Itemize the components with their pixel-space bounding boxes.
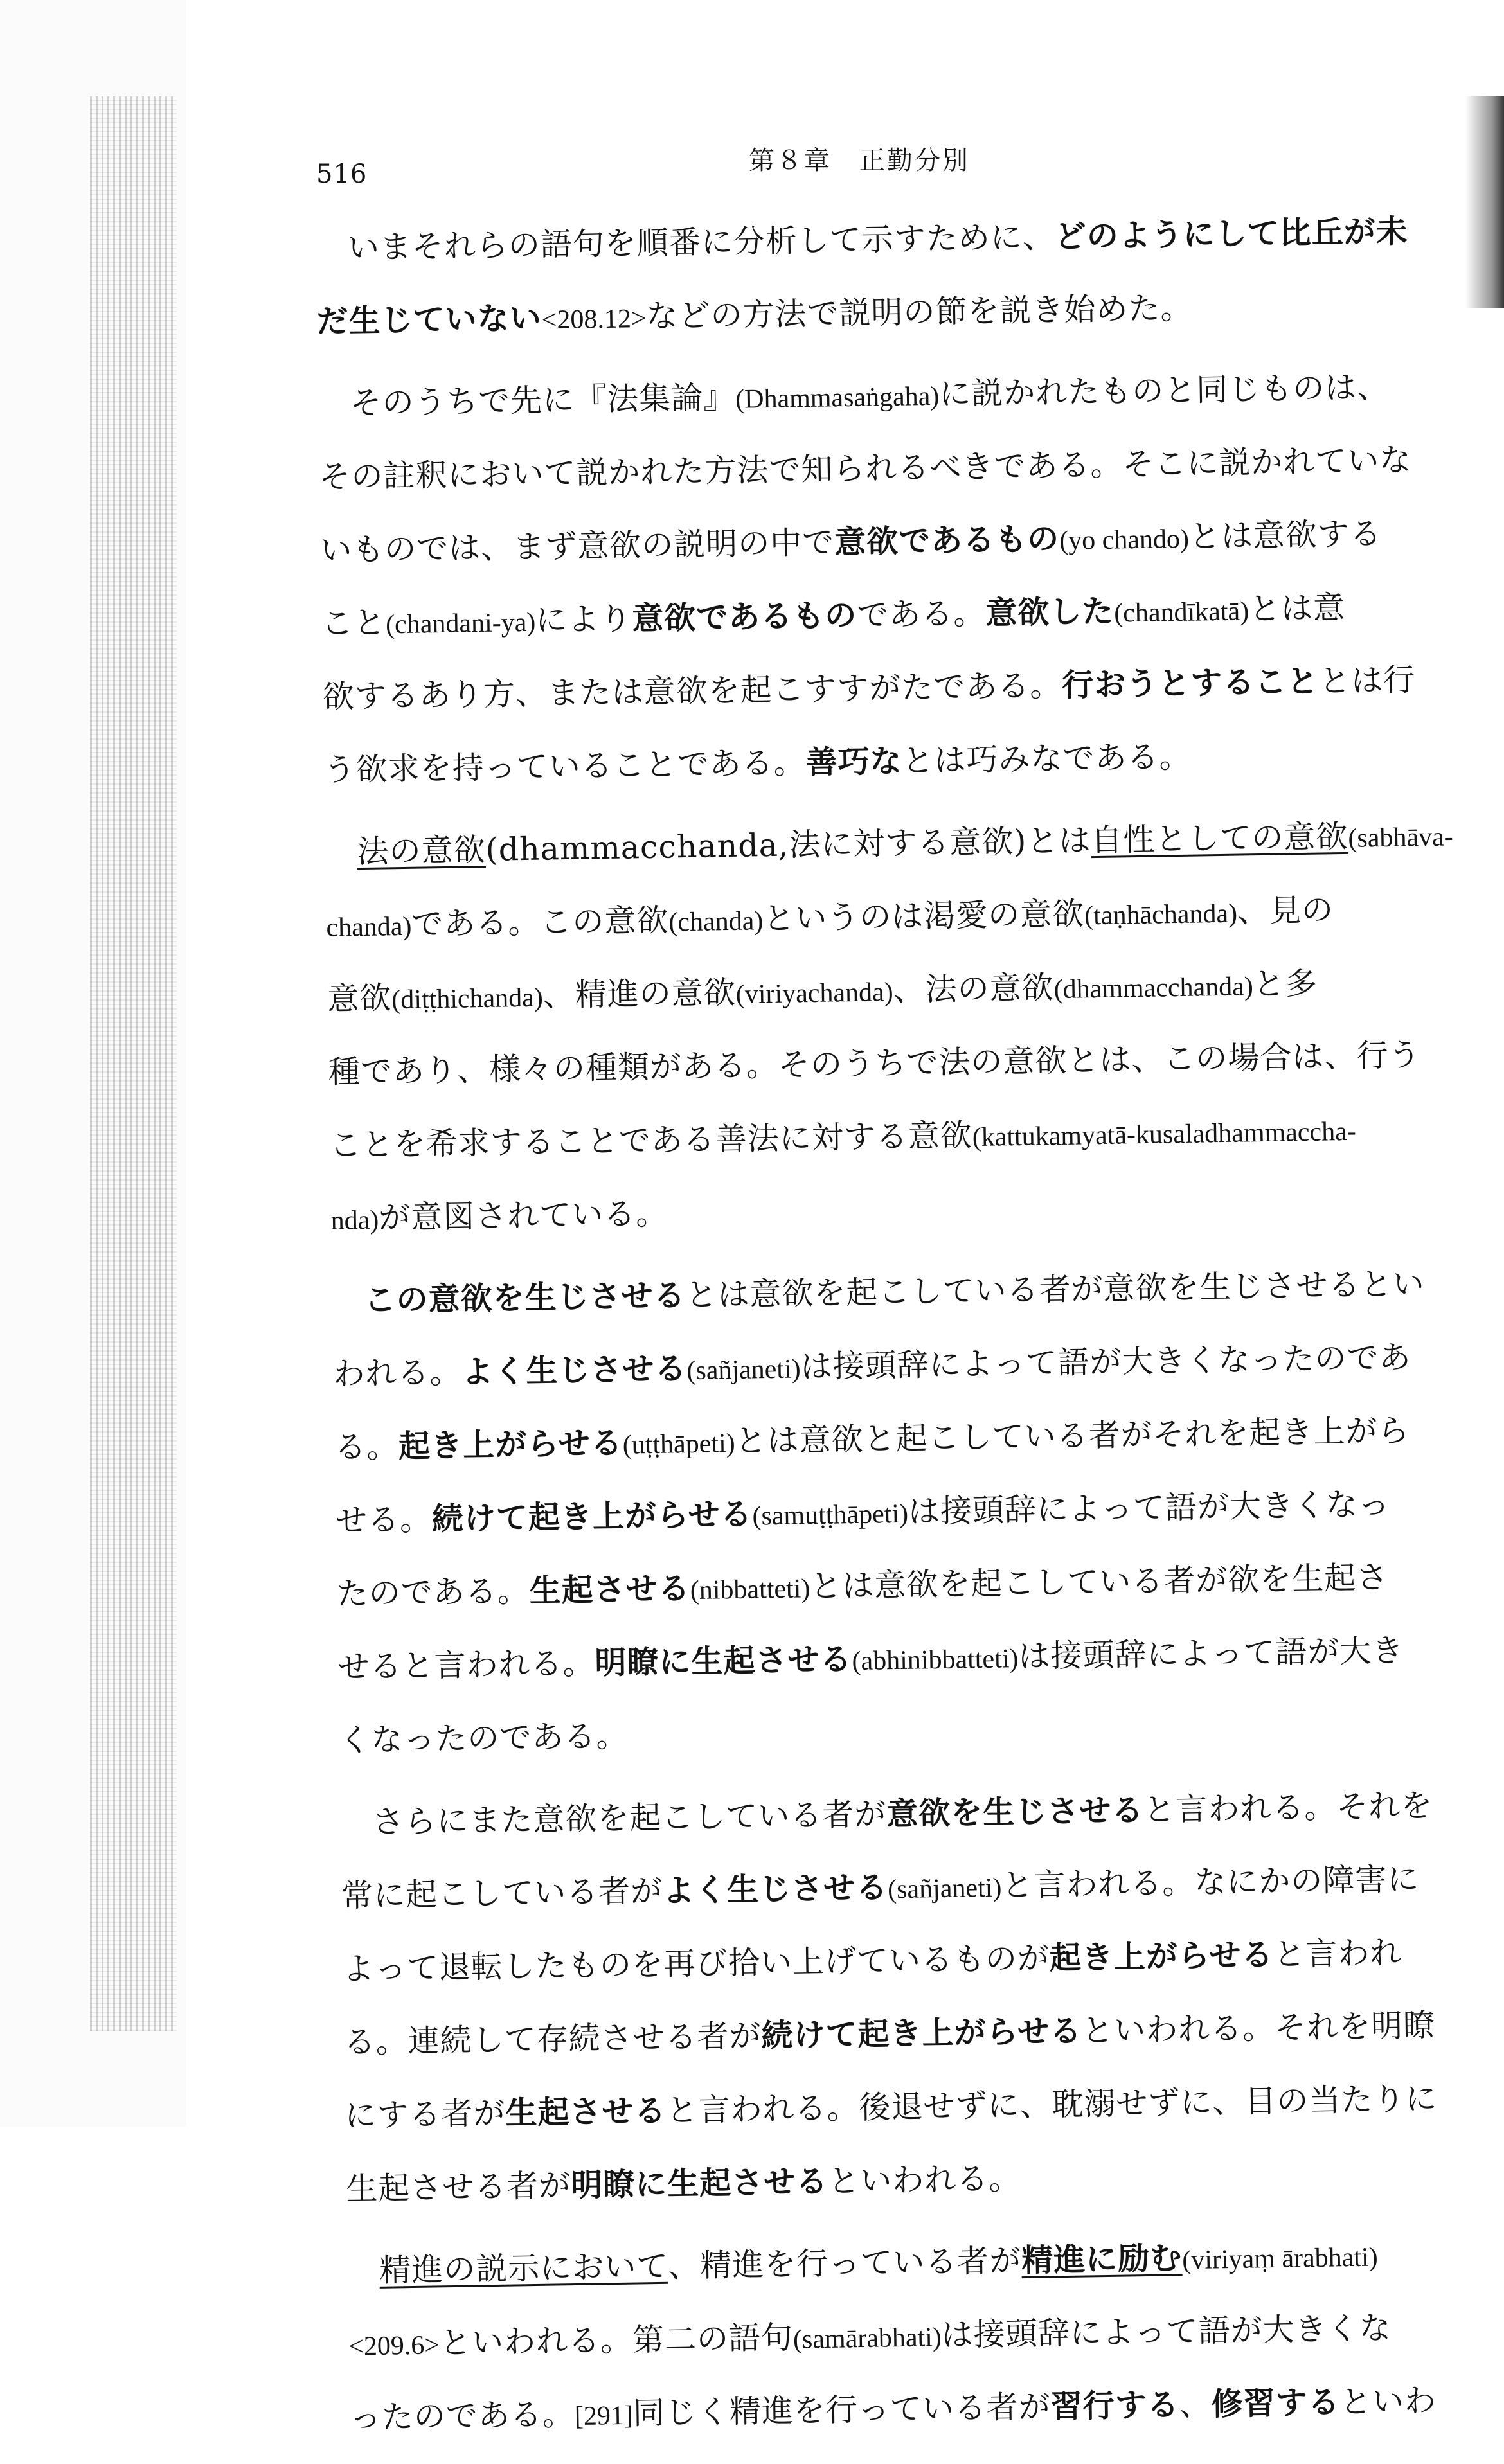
text-line: せる。続けて起き上がらせる(samuṭṭhāpeti)は接頭辞によって語が大きくなっ	[335, 1485, 1391, 1539]
text-line: だ生じていない<208.12>などの方法で説明の節を説き始めた。	[316, 289, 1193, 340]
text-line: chanda)である。この意欲(chanda)というのは渇愛の意欲(taṇhāchanda)、見の	[326, 891, 1334, 943]
bold-term: 意欲であるもの	[631, 596, 857, 638]
bold-term: 続けて起き上がらせる	[431, 1495, 753, 1538]
text-line: 種であり、様々の種類がある。そのうちで法の意欲とは、この場合は、行う	[328, 1037, 1421, 1091]
paragraph	[325, 799, 1454, 1256]
text-line: にする者が生起させると言われる。後退せずに、耽溺せずに、目の当たりに	[345, 2080, 1438, 2134]
bold-term: 生起させる	[505, 2092, 667, 2132]
bold-term: 生起させる	[529, 1570, 691, 1610]
text-line: ったのである。[291]同じく精進を行っている者が習行する、修習するといわ	[349, 2382, 1437, 2436]
text-line: nda)が意図されている。	[330, 1195, 668, 1236]
paragraph	[318, 350, 1430, 807]
text-line: <209.6>といわれる。第二の語句(samārabhati)は接頭辞によって語が大きくな	[348, 2310, 1392, 2362]
text-line: せると言われる。明瞭に生起させる(abhinibbatteti)は接頭辞によって語が大き	[337, 1632, 1404, 1686]
text-line: くなったのである。	[338, 1717, 629, 1759]
bold-term: 行おうとすること	[1061, 663, 1320, 704]
page-edge-shadow	[1465, 96, 1504, 308]
bold-term: だ生じていない	[316, 299, 542, 340]
text-line: う欲求を持っていることである。善巧なとは巧みなである。	[323, 738, 1192, 789]
text-line: さらにまた意欲を起こしている者が意欲を生じさせると言われる。それを	[372, 1787, 1433, 1841]
text-line: 意欲(diṭṭhichanda)、精進の意欲(viriyachanda)、法の意欲(dhammacchanda)と多	[327, 965, 1318, 1017]
bold-term: 善巧な	[805, 742, 903, 781]
bold-term: 起き上がらせる	[1049, 1936, 1274, 1977]
text-line: われる。よく生じさせる(sañjaneti)は接頭辞によって語が大きくなったのであ	[332, 1339, 1411, 1393]
page-number: 516	[316, 159, 368, 189]
underlined-term: 自性としての意欲	[1090, 817, 1348, 859]
paragraph	[332, 1247, 1445, 1778]
bold-term: 習行する	[1050, 2386, 1180, 2425]
bold-term: 修習する	[1211, 2384, 1341, 2423]
text-line: ことを希求することである善法に対する意欲(kattukamyatā-kusaladhammaccha-	[329, 1116, 1357, 1164]
text-line: る。連続して存続させる者が続けて起き上がらせるといわれる。それを明瞭	[343, 2006, 1436, 2061]
bold-term: よく生じさせる	[461, 1350, 687, 1391]
text-line: 精進の説示において、精進を行っている者が精進に励む(viriyaṃ ārabhati)	[379, 2240, 1378, 2289]
bold-term: 明瞭に生起させる	[570, 2163, 828, 2204]
paragraph	[346, 2218, 1455, 2455]
text-line: こと(chandani-ya)により意欲であるものである。意欲した(chandīkatā)とは意	[321, 589, 1346, 642]
bold-term: 意欲した	[985, 593, 1115, 632]
bold-term: どのようにして比丘が未	[1054, 213, 1409, 255]
text-line: その註釈において説かれた方法で知られるべきである。そこに説かれていな	[319, 442, 1412, 495]
paragraph	[315, 195, 1422, 359]
text-line: この意欲を生じさせるとは意欲を起こしている者が意欲を生じさせるとい	[364, 1265, 1425, 1319]
bold-term: 明瞭に生起させる	[595, 1641, 852, 1682]
text-line: 法の意欲(dhammacchanda,法に対する意欲)とは自性としての意欲(sabhāva-	[357, 817, 1454, 871]
bold-term: 意欲を生じさせる	[886, 1792, 1144, 1833]
running-head: 第８章 正勤分別	[749, 146, 970, 175]
text-line: いまそれらの語句を順番に分析して示すために、どのようにして比丘が未	[347, 213, 1409, 267]
bold-term: 意欲であるもの	[834, 520, 1060, 561]
body-text	[315, 195, 1456, 2464]
text-line: たのである。生起させる(nibbatteti)とは意欲を起こしている者が欲を生起さ	[336, 1559, 1389, 1612]
underlined-term: 精進の説示において	[379, 2247, 668, 2289]
book-binding-shadow	[90, 96, 177, 2031]
text-line: 生起させる者が明瞭に生起させるといわれる。	[345, 2160, 1021, 2208]
text-line: る。起き上がらせる(uṭṭhāpeti)とは意欲と起こしている者がそれを起き上がら	[334, 1412, 1410, 1466]
text-line: 常に起こしている者がよく生じさせる(sañjaneti)と言われる。なにかの障害に	[341, 1861, 1420, 1915]
underlined-term: 法の意欲	[357, 831, 487, 871]
bold-term: よく生じさせる	[662, 1869, 888, 1909]
paragraph	[339, 1769, 1452, 2226]
bold-term: この意欲を生じさせる	[364, 1277, 686, 1319]
underlined-bold-term: 精進に励む	[1021, 2240, 1183, 2280]
text-line: いものでは、まず意欲の説明の中で意欲であるもの(yo chando)とは意欲する	[319, 515, 1383, 569]
bold-term: 続けて起き上がらせる	[761, 2012, 1082, 2055]
text-line: よって退転したものを再び拾い上げているものが起き上がらせると言われ	[342, 1934, 1402, 1988]
text-line: 欲するあり方、または意欲を起こすすがたである。行おうとすることとは行	[322, 661, 1416, 715]
text-line: そのうちで先に『法集論』(Dhammasaṅgaha)に説かれたものと同じものは、	[350, 368, 1390, 422]
bold-term: 起き上がらせる	[398, 1424, 623, 1465]
